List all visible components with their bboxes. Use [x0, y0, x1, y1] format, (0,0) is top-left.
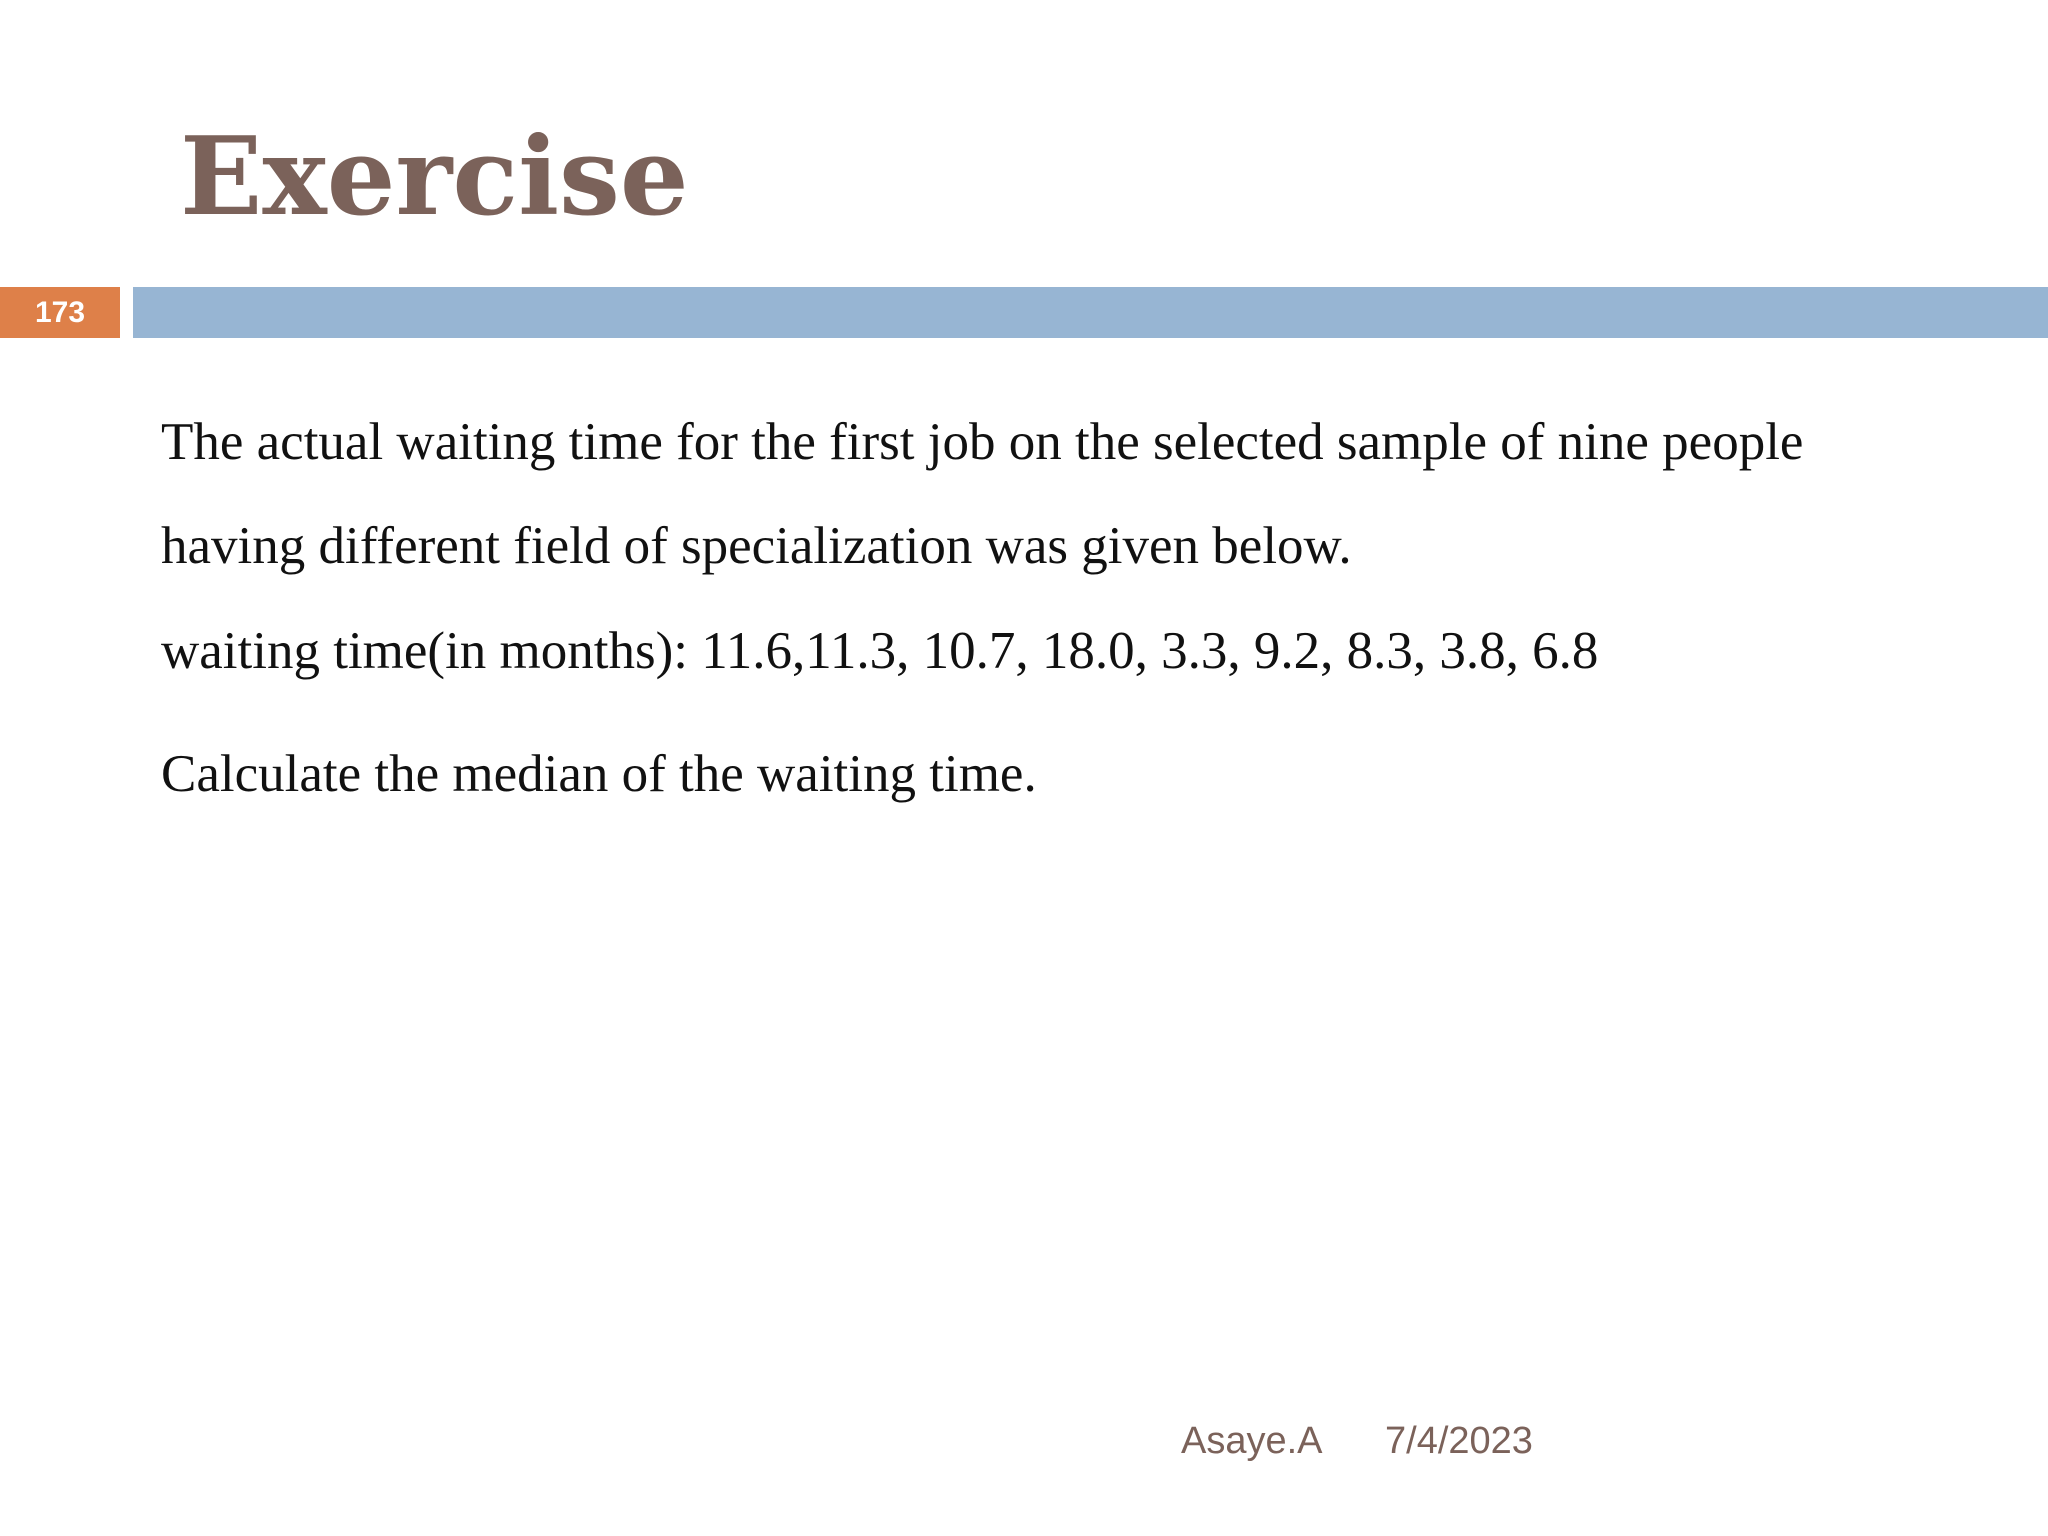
- footer-date: 7/4/2023: [1385, 1420, 1533, 1462]
- slide-title: Exercise: [180, 114, 689, 240]
- footer-author: Asaye.A: [1181, 1420, 1323, 1462]
- body-line-1: The actual waiting time for the first job on the selected sample of nine people: [161, 413, 1804, 471]
- body-paragraph: [161, 390, 2021, 598]
- slide-number-badge: 173: [0, 287, 120, 338]
- body-line-2: having different field of specialization was given below.: [161, 517, 1352, 575]
- question-line: Calculate the median of the waiting time.: [161, 745, 1037, 803]
- data-line: waiting time(in months): 11.6,11.3, 10.7, 18.0, 3.3, 9.2, 8.3, 3.8, 6.8: [161, 622, 1599, 680]
- header-bar: [133, 287, 2048, 338]
